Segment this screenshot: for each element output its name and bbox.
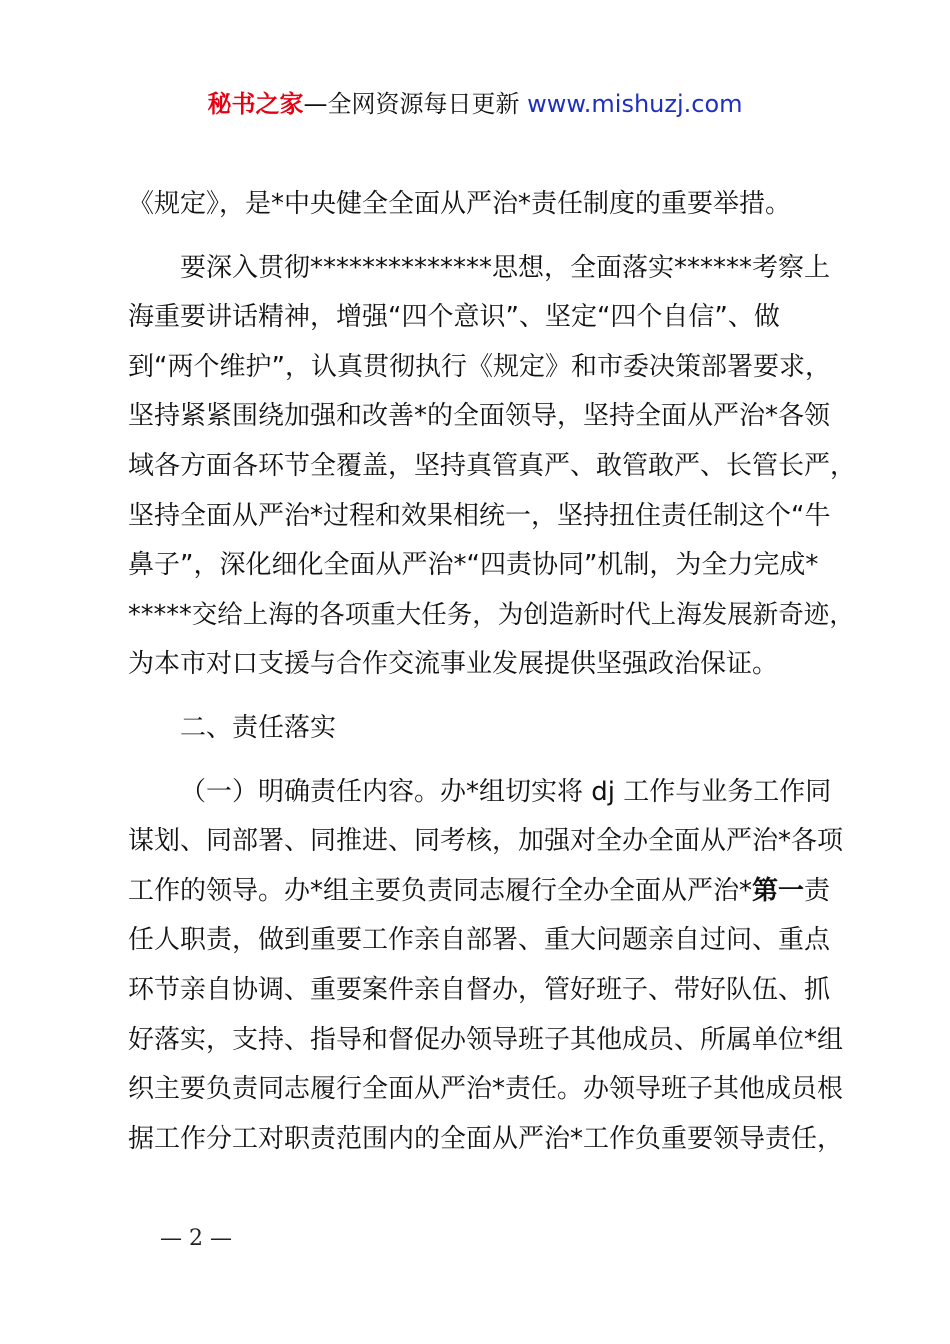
- site-banner: [0, 86, 950, 122]
- document-body: [128, 180, 858, 1164]
- paragraph-line: 坚持全面从严治*过程和效果相统一，坚持扭住责任制这个“牛: [128, 500, 831, 531]
- bold-text-run: 第一: [752, 875, 805, 906]
- paragraph-line: 环节亲自协调、重要案件亲自督办，管好班子、带好队伍、抓: [128, 974, 831, 1005]
- paragraph-line: 《规定》，是*中央健全全面从严治*责任制度的重要举措。: [128, 189, 792, 219]
- paragraph-line: 域各方面各环节全覆盖，坚持真管真严、敢管敢严、长管长严，: [128, 450, 857, 481]
- paragraph-line: （一）明确责任内容。办*组切实将 dj 工作与业务工作同: [180, 776, 832, 807]
- paragraph-line: 好落实，支持、指导和督促办领导班子其他成员、所属单位*组: [128, 1024, 844, 1055]
- paragraph-line: 织主要负责同志履行全面从严治*责任。办领导班子其他成员根: [128, 1074, 844, 1105]
- paragraph-line: *****交给上海的各项重大任务，为创造新时代上海发展新奇迹，: [128, 599, 855, 630]
- brand-name: 秘书之家: [207, 90, 304, 118]
- section-heading: 二、责任落实: [180, 712, 337, 743]
- paragraph-line: 谋划、同部署、同推进、同考核，加强对全办全面从严治*各项: [128, 826, 844, 857]
- text-run: 工作的领导。办*组主要负责同志履行全办全面从严治*: [128, 875, 753, 906]
- paragraph-line: 海重要讲话精神，增强“四个意识”、坚定“四个自信”、做: [128, 302, 780, 333]
- paragraph-line: 到“两个维护”，认真贯彻执行《规定》和市委决策部署要求，: [128, 351, 831, 382]
- text-run: 责: [804, 875, 831, 906]
- paragraph-line: [128, 867, 858, 917]
- paragraph-line: 鼻子”，深化细化全面从严治*“四责协同”机制，为全力完成*: [128, 550, 819, 581]
- paragraph-line: 坚持紧紧围绕加强和改善*的全面领导，坚持全面从严治*各领: [128, 401, 831, 432]
- banner-tagline: —全网资源每日更新: [303, 90, 520, 118]
- paragraph-line: 要深入贯彻**************思想，全面落实******考察上: [180, 252, 831, 283]
- page-number: — 2 —: [160, 1226, 232, 1251]
- site-url-link[interactable]: www.mishuzj.com: [527, 90, 743, 118]
- paragraph-line: 据工作分工对职责范围内的全面从严治*工作负重要领导责任，: [128, 1123, 844, 1154]
- paragraph-line: 为本市对口支援与合作交流事业发展提供坚强政治保证。: [128, 649, 779, 680]
- paragraph-line: 任人职责，做到重要工作亲自部署、重大问题亲自过问、重点: [128, 925, 831, 956]
